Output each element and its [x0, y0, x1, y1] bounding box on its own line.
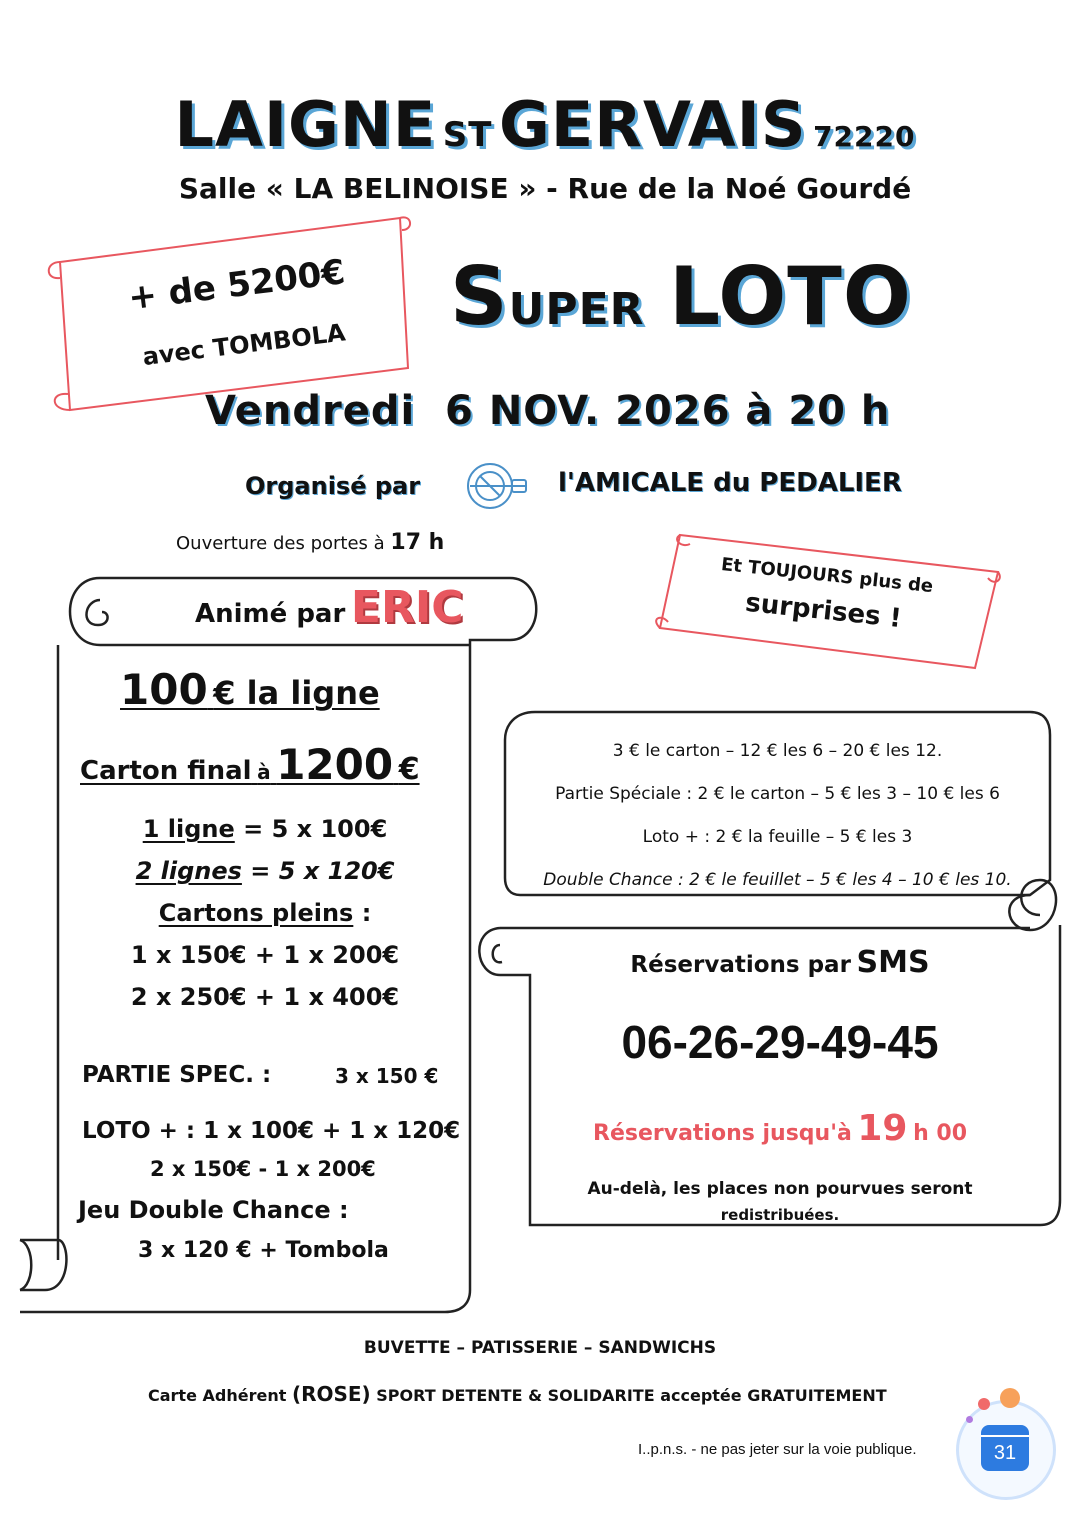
- deadline-label: Réservations jusqu'à: [593, 1121, 852, 1146]
- event-date: Vendredi 6 NOV. 2026 à 20 h: [205, 388, 891, 434]
- carton-amount: 1200: [276, 740, 394, 789]
- organiser-name: l'AMICALE du PEDALIER: [558, 468, 902, 498]
- loto-plus-line1: LOTO + : 1 x 100€ + 1 x 120€: [82, 1118, 461, 1144]
- doors-opening: [176, 530, 444, 555]
- prize-list: [60, 808, 470, 1018]
- postcode: 72220: [813, 120, 916, 153]
- town-title: [0, 88, 1080, 161]
- two-lines-value: = 5 x 120€: [250, 857, 395, 885]
- reservation-label: Réservations par: [630, 952, 851, 978]
- badge-dot-red: [978, 1398, 990, 1410]
- member-card: [148, 1382, 887, 1406]
- badge-dot-orange: [1000, 1388, 1020, 1408]
- town-name-part2: GERVAIS: [499, 88, 807, 161]
- animated-label: Animé par: [195, 599, 346, 629]
- deadline-hour: 19: [857, 1108, 908, 1149]
- pedalier-logo-icon: [468, 464, 526, 508]
- reservation-note: [530, 1176, 1030, 1228]
- one-line-label: 1 ligne: [142, 815, 235, 843]
- carton-final: [80, 740, 420, 789]
- reservation-heading: [530, 945, 1030, 980]
- reservation-sms: SMS: [856, 945, 930, 980]
- reservation-phone: 06-26-29-49-45: [621, 1016, 939, 1068]
- surprise-line1: Et TOUJOURS plus de: [720, 554, 935, 598]
- note-line1: Au-delà, les places non pourvues seront: [587, 1179, 973, 1199]
- badge-dot-purple: [966, 1416, 973, 1423]
- carton-label: Carton final: [80, 756, 252, 786]
- one-line-value: = 5 x 100€: [243, 815, 388, 843]
- price-double-chance: Double Chance : 2 € le feuillet – 5 € les 4 – 10 € les 10.: [543, 870, 1012, 890]
- price-special: Partie Spéciale : 2 € le carton – 5 € les 3 – 10 € les 6: [555, 784, 1000, 804]
- title-loto: LOTO: [669, 250, 912, 343]
- calendar-day: 31: [993, 1442, 1017, 1464]
- deadline-min: h 00: [913, 1121, 967, 1146]
- line-prize-rest: € la ligne: [213, 674, 380, 712]
- full-cards-line1: 1 x 150€ + 1 x 200€: [130, 941, 400, 969]
- special-game-label: PARTIE SPEC. :: [82, 1062, 272, 1088]
- organised-label: Organisé par: [245, 472, 421, 500]
- disclaimer: I..p.n.s. - ne pas jeter sur la voie publique.: [638, 1441, 917, 1458]
- calendar-icon: [981, 1425, 1029, 1471]
- note-line2: redistribuées.: [720, 1206, 840, 1224]
- special-game-value: 3 x 150 €: [335, 1064, 439, 1088]
- card-rest: SPORT DETENTE & SOLIDARITE acceptée GRATUITEMENT: [376, 1386, 887, 1405]
- full-cards-colon: :: [361, 899, 372, 927]
- two-lines-label: 2 lignes: [135, 857, 242, 885]
- double-chance-label: Jeu Double Chance :: [78, 1196, 349, 1224]
- full-cards-line2: 2 x 250€ + 1 x 400€: [130, 983, 400, 1011]
- animated-by: [195, 582, 464, 633]
- venue: Salle « LA BELINOISE » - Rue de la Noé Gourdé: [178, 172, 912, 205]
- card-label: Carte Adhérent: [148, 1386, 287, 1405]
- title-s: S: [450, 250, 509, 343]
- animator-name: ERIC: [350, 582, 464, 633]
- prize-tombola: avec TOMBOLA: [141, 318, 347, 372]
- two-lines-prize: [60, 850, 470, 892]
- title-uper: UPER: [508, 284, 645, 335]
- double-chance-value: 3 x 120 € + Tombola: [138, 1238, 389, 1263]
- full-cards-heading: [60, 892, 470, 934]
- one-line-prize: [60, 808, 470, 850]
- calendar-badge[interactable]: [956, 1400, 1056, 1500]
- prices-box: [505, 730, 1050, 902]
- carton-euro: €: [398, 752, 420, 787]
- loto-plus-line2: 2 x 150€ - 1 x 200€: [150, 1157, 376, 1181]
- price-cards: 3 € le carton – 12 € les 6 – 20 € les 12.: [612, 741, 943, 761]
- reservation-deadline: [530, 1108, 1030, 1149]
- prize-amount: + de 5200€: [126, 252, 348, 319]
- doors-time: 17 h: [390, 530, 445, 555]
- event-title: [450, 250, 950, 343]
- carton-a: à: [257, 760, 271, 784]
- town-name-part1: LAIGNE: [174, 88, 437, 161]
- doors-label: Ouverture des portes à: [176, 533, 385, 554]
- full-cards-label: Cartons pleins: [158, 899, 354, 927]
- town-st: ST: [442, 115, 493, 155]
- card-rose: (ROSE): [291, 1382, 371, 1406]
- refreshments: BUVETTE – PATISSERIE – SANDWICHS: [363, 1338, 717, 1358]
- price-loto-plus: Loto + : 2 € la feuille – 5 € les 3: [642, 827, 913, 847]
- surprise-line2: surprises !: [743, 587, 903, 635]
- line-prize: [120, 665, 380, 714]
- line-prize-amount: 100: [120, 665, 208, 714]
